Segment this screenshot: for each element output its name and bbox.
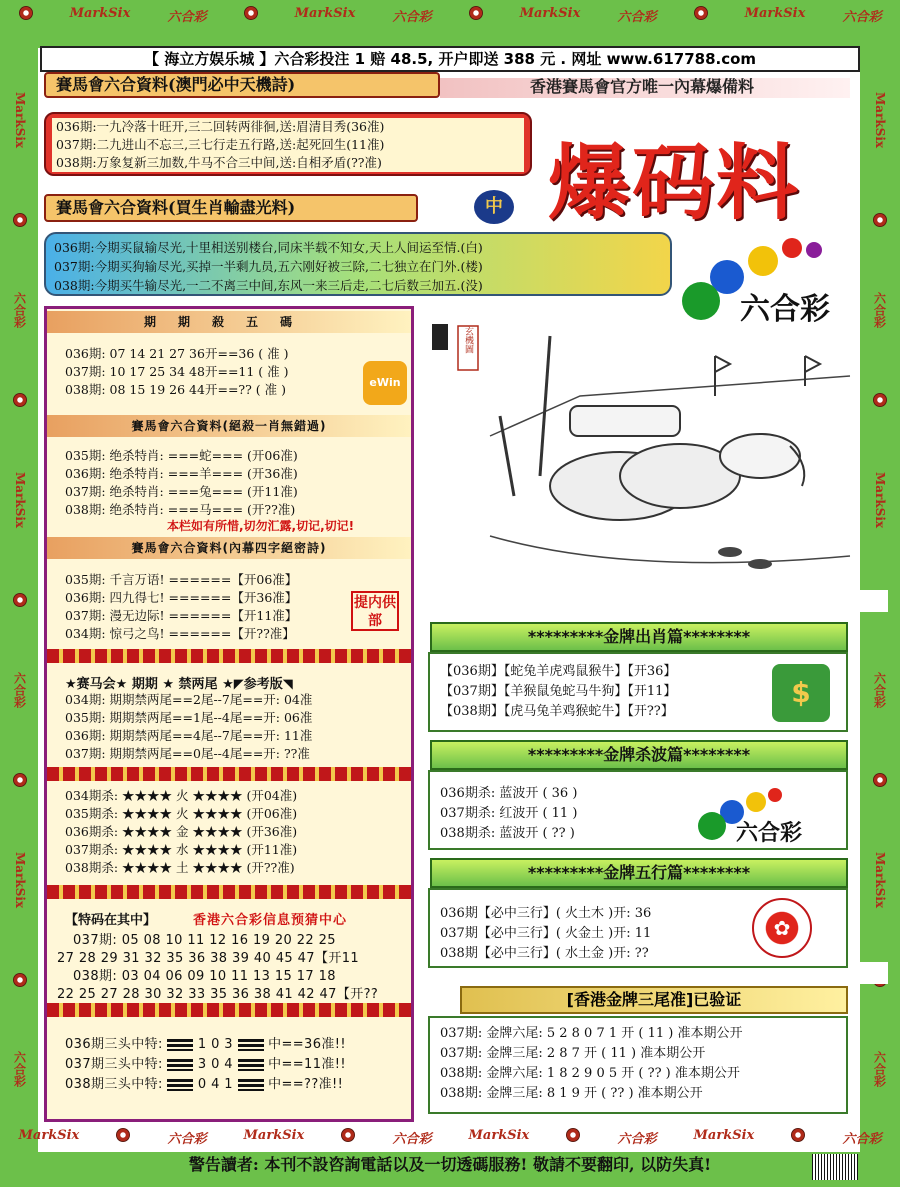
three-head-result: 中==11准!! [268, 1057, 347, 1072]
tail-three-row: 038期: 金牌六尾: 1 8 2 9 0 5 开 ( ?? ) 准本期公开 [440, 1066, 740, 1081]
four-words-header: 賽馬會六合資料(內幕四字絕密詩) [47, 537, 411, 559]
frame-brand: MarkSix [744, 6, 806, 21]
flower-icon [116, 1128, 130, 1142]
four-words-row: 035期: 千言万语! ======【开06准】 [65, 572, 298, 587]
dot-green [698, 812, 726, 840]
tail-ban-list [65, 691, 312, 763]
poem-panel [44, 112, 532, 176]
bars-icon [238, 1059, 264, 1071]
poem-row: 037期:二九进山不忘三,三七行走五行路,送:起死回生(11准) [52, 136, 524, 154]
poem-row: 038期:万象复新三加数,牛马不合三中间,送:自相矛盾(??准) [52, 154, 524, 172]
kill-zodiac-note: 本栏如有所惜,切勿汇露,切记,切记! [167, 519, 355, 533]
liuhecai-logo-text: 六合彩 [740, 292, 830, 327]
flower-icon [13, 973, 27, 987]
star-kill-row: 034期杀: ★★★★ 火 ★★★★ (开04准) [65, 788, 298, 803]
frame-brand: MarkSix [294, 6, 356, 21]
bars-icon [238, 1079, 264, 1091]
flower-icon [873, 393, 887, 407]
flower-icon [13, 773, 27, 787]
special-row: 037期: 05 08 10 11 12 16 19 20 22 25 [73, 933, 336, 948]
dot-yellow [746, 792, 766, 812]
frame-brand-cn: 六合彩 [617, 1132, 657, 1147]
lily-pad-icon [748, 559, 772, 569]
three-head-period: 036期三头中特: [65, 1037, 163, 1052]
frame-brand: MarkSix [873, 472, 887, 529]
gold-element-row: 037期【必中三行】( 火金土 )开: 11 [440, 926, 652, 941]
flag-icon [715, 356, 730, 396]
frame-brand-cn: 六合彩 [12, 1051, 27, 1088]
flower-icon [244, 6, 258, 20]
tail-ban-row: 036期: 期期禁两尾==4尾--7尾==开: 11准 [65, 728, 313, 743]
three-head-result: 中==??准!! [268, 1077, 344, 1092]
kill-five-row: 036期: 07 14 21 27 36开==36 ( 准 ) [65, 346, 289, 361]
star-kill-row: 036期杀: ★★★★ 金 ★★★★ (开36准) [65, 824, 298, 839]
internal-stamp: 提内供部 [351, 591, 399, 631]
star-kill-row: 038期杀: ★★★★ 土 ★★★★ (开??准) [65, 860, 295, 875]
four-words-row: 036期: 四九得七! ======【开36准】 [65, 590, 298, 605]
gold-wave-header: *********金牌杀波篇******** [430, 740, 848, 770]
ewin-badge-icon: eWin [363, 361, 407, 405]
gold-zodiac-list [440, 662, 676, 722]
gold-element-row: 038期【必中三行】( 水土金 )开: ?? [440, 946, 649, 961]
kill-five-row: 037期: 10 17 25 34 48开==11 ( 准 ) [65, 364, 289, 379]
four-words-row: 034期: 惊弓之鸟! ======【开??准】 [65, 626, 295, 641]
dot-red [782, 238, 802, 258]
lily-pad-icon [718, 547, 742, 557]
zodiac-lose-row: 038期:今期买牛输尽光,一二不离三中间,东风一来三后走,二七后数三加五.(没) [54, 278, 483, 293]
frame-brand-cn: 六合彩 [872, 671, 887, 708]
tail-three-header: [香港金牌三尾准]已验证 [460, 986, 848, 1014]
bars-icon [167, 1079, 193, 1091]
frame-brand: MarkSix [18, 1128, 80, 1143]
tail-ban-row: 037期: 期期禁两尾==0尾--4尾==开: ??准 [65, 746, 310, 761]
sketch-label: 玄機圖 [463, 326, 473, 354]
tail-three-row: 037期: 金牌六尾: 5 2 8 0 7 1 开 ( 11 ) 准本期公开 [440, 1026, 743, 1041]
tail-three-row: 037期: 金牌三尾: 2 8 7 开 ( 11 ) 准本期公开 [440, 1046, 706, 1061]
gold-element-row: 036期【必中三行】( 火土木 )开: 36 [440, 906, 652, 921]
star-kill-list [65, 787, 297, 877]
kill-zodiac-list [65, 447, 298, 519]
frame-brand-cn: 六合彩 [872, 1051, 887, 1088]
page-title: 爆码料 [548, 135, 801, 231]
zodiac-lose-panel [44, 232, 672, 296]
club-logo-icon: 中 [474, 190, 514, 224]
hk-emblem-icon: ✿ [752, 898, 812, 958]
money-bag-icon: $ [772, 664, 830, 722]
gold-zodiac-row: 【036期】【蛇兔羊虎鸡鼠猴牛】【开36】 [440, 664, 677, 679]
frame-brand: MarkSix [873, 851, 887, 908]
gold-element-list [440, 904, 651, 964]
flower-icon [873, 773, 887, 787]
sketch-illustration [430, 316, 856, 592]
kill-five-header [47, 311, 411, 333]
four-words-list [65, 571, 297, 643]
kill-zodiac-header: 賽馬會六合資料(絕殺一肖無錯過) [47, 415, 411, 437]
dot-green [682, 282, 720, 320]
flower-icon [13, 393, 27, 407]
frame-brand: MarkSix [13, 92, 27, 149]
three-head-row [65, 1073, 343, 1092]
frame-brand-cn: 六合彩 [167, 1132, 207, 1147]
gold-element-header: *********金牌五行篇******** [430, 858, 848, 888]
special-label: 【特码在其中】 [65, 913, 157, 928]
three-head-numbers: 1 0 3 [197, 1037, 233, 1052]
special-row: 27 28 29 31 32 35 36 38 39 40 45 47【开11 [57, 951, 360, 966]
frame-bottom-strip [0, 1128, 900, 1147]
left-column [44, 306, 414, 1122]
three-head-numbers: 0 4 1 [197, 1077, 233, 1092]
header-official-tagline: 香港賽馬會官方唯一內幕爆備料 [530, 77, 755, 96]
tail-ban-row: 035期: 期期禁两尾==1尾--4尾==开: 06准 [65, 710, 313, 725]
gold-wave-list [440, 784, 577, 844]
gold-wave-row: 036期杀: 蓝波开 ( 36 ) [440, 786, 578, 801]
three-head-numbers: 3 0 4 [197, 1057, 233, 1072]
frame-top-strip [0, 6, 900, 25]
dot-red [768, 788, 782, 802]
top-banner[interactable]: 【 海立方娱乐城 】六合彩投注 1 赔 48.5, 开户即送 388 元 . 网址 www.617788.com [40, 46, 860, 72]
gold-wave-row: 038期杀: 蓝波开 ( ?? ) [440, 826, 575, 841]
gold-zodiac-header: *********金牌出肖篇******** [430, 622, 848, 652]
liuhecai-logo-text-small: 六合彩 [736, 820, 803, 846]
three-head-period: 037期三头中特: [65, 1057, 163, 1072]
header-macau-poem: 賽馬會六合資料(澳門必中天機詩) [44, 72, 440, 98]
three-head-row [65, 1033, 346, 1052]
bars-icon [167, 1059, 193, 1071]
frame-brand-cn: 六合彩 [617, 10, 657, 25]
kill-zodiac-row: 037期: 绝杀特肖: ===兔=== (开11准) [65, 484, 298, 499]
pointing-hand-icon [432, 324, 448, 350]
divider-scallop [47, 767, 411, 781]
flower-icon [791, 1128, 805, 1142]
gold-wave-row: 037期杀: 红波开 ( 11 ) [440, 806, 578, 821]
barcode-icon [812, 1154, 858, 1180]
star-kill-row: 037期杀: ★★★★ 水 ★★★★ (开11准) [65, 842, 298, 857]
frame-brand-cn: 六合彩 [12, 671, 27, 708]
frame-brand: MarkSix [519, 6, 581, 21]
frame-brand: MarkSix [693, 1128, 755, 1143]
kill-five-row: 038期: 08 15 19 26 44开==?? ( 准 ) [65, 382, 286, 397]
flower-icon [13, 213, 27, 227]
tail-three-list [440, 1024, 742, 1104]
three-head-result: 中==36准!! [268, 1037, 347, 1052]
frame-brand: MarkSix [468, 1128, 530, 1143]
tail-three-row: 038期: 金牌三尾: 8 1 9 开 ( ?? ) 准本期公开 [440, 1086, 703, 1101]
frame-brand-cn: 六合彩 [12, 292, 27, 329]
frame-brand: MarkSix [13, 851, 27, 908]
bamboo-icon [540, 336, 550, 476]
star-kill-row: 035期杀: ★★★★ 火 ★★★★ (开06准) [65, 806, 298, 821]
frame-brand-cn: 六合彩 [167, 10, 207, 25]
zodiac-lose-row: 037期:今期买狗输尽光,买掉一半剩九员,五六刚好被三除,二七独立在门外.(楼) [54, 259, 483, 274]
divider-scallop [47, 1003, 411, 1017]
three-head-row [65, 1053, 346, 1072]
flower-icon [873, 213, 887, 227]
kill-five-title: 期期殺五碼 [143, 315, 314, 329]
kill-zodiac-row: 036期: 绝杀特肖: ===羊=== (开36准) [65, 466, 298, 481]
frame-brand-cn: 六合彩 [872, 292, 887, 329]
poem-row: 036期:一九冷落十旺开,三二回转两徘徊,送:眉清目秀(36准) [52, 118, 524, 136]
tail-ban-row: 034期: 期期禁两尾==2尾--7尾==开: 04准 [65, 692, 313, 707]
four-words-row: 037期: 漫无边际! ======【开11准】 [65, 608, 298, 623]
blank-patch [852, 590, 888, 612]
frame-brand: MarkSix [13, 472, 27, 529]
flower-icon [13, 593, 27, 607]
flower-icon [566, 1128, 580, 1142]
frame-brand-cn: 六合彩 [392, 1132, 432, 1147]
frame-brand: MarkSix [243, 1128, 305, 1143]
special-row: 038期: 03 04 06 09 10 11 13 15 17 18 [73, 969, 336, 984]
bars-icon [238, 1039, 264, 1051]
frame-left-strip [2, 60, 38, 1120]
zodiac-lose-row: 036期:今期买鼠输尽光,十里相送别楼台,同床半载不知女,天上人间运至情.(白) [54, 240, 483, 255]
special-center: 香港六合彩信息预猜中心 [193, 913, 348, 928]
flower-icon [341, 1128, 355, 1142]
kill-five-list [65, 345, 289, 399]
frame-brand-cn: 六合彩 [392, 10, 432, 25]
flower-icon [694, 6, 708, 20]
special-row: 22 25 27 28 30 32 33 35 36 38 41 42 47【开?? [57, 987, 379, 1002]
stone-slab [570, 406, 680, 436]
frame-brand: MarkSix [873, 92, 887, 149]
flag-icon [805, 356, 820, 386]
tail-ban-title: ★赛马会★ 期期 ★ 禁两尾 ★◤参考版◥ [65, 677, 293, 692]
header-zodiac-lose: 賽馬會六合資料(買生肖輸盡光料) [44, 194, 418, 222]
frame-brand-cn: 六合彩 [842, 10, 882, 25]
divider-scallop [47, 885, 411, 899]
flower-icon [469, 6, 483, 20]
kill-zodiac-row: 035期: 绝杀特肖: ===蛇=== (开06准) [65, 448, 298, 463]
three-head-period: 038期三头中特: [65, 1077, 163, 1092]
dot-purple [806, 242, 822, 258]
blank-patch [852, 962, 888, 984]
bars-icon [167, 1039, 193, 1051]
dot-yellow [748, 246, 778, 276]
frame-brand: MarkSix [69, 6, 131, 21]
frame-brand-cn: 六合彩 [842, 1132, 882, 1147]
divider-scallop [47, 649, 411, 663]
elephant-icon [720, 434, 800, 478]
kill-zodiac-row: 038期: 绝杀特肖: ===马=== (开??准) [65, 502, 296, 517]
flower-icon [19, 6, 33, 20]
gold-zodiac-row: 【038期】【虎马兔羊鸡猴蛇牛】【开??】 [440, 704, 674, 719]
gold-zodiac-row: 【037期】【羊猴鼠兔蛇马牛狗】【开11】 [440, 684, 677, 699]
warning-footer: 警告讀者: 本刊不設咨詢電話以及一切透碼服務! 敬請不要翻印, 以防失真! [188, 1155, 712, 1174]
